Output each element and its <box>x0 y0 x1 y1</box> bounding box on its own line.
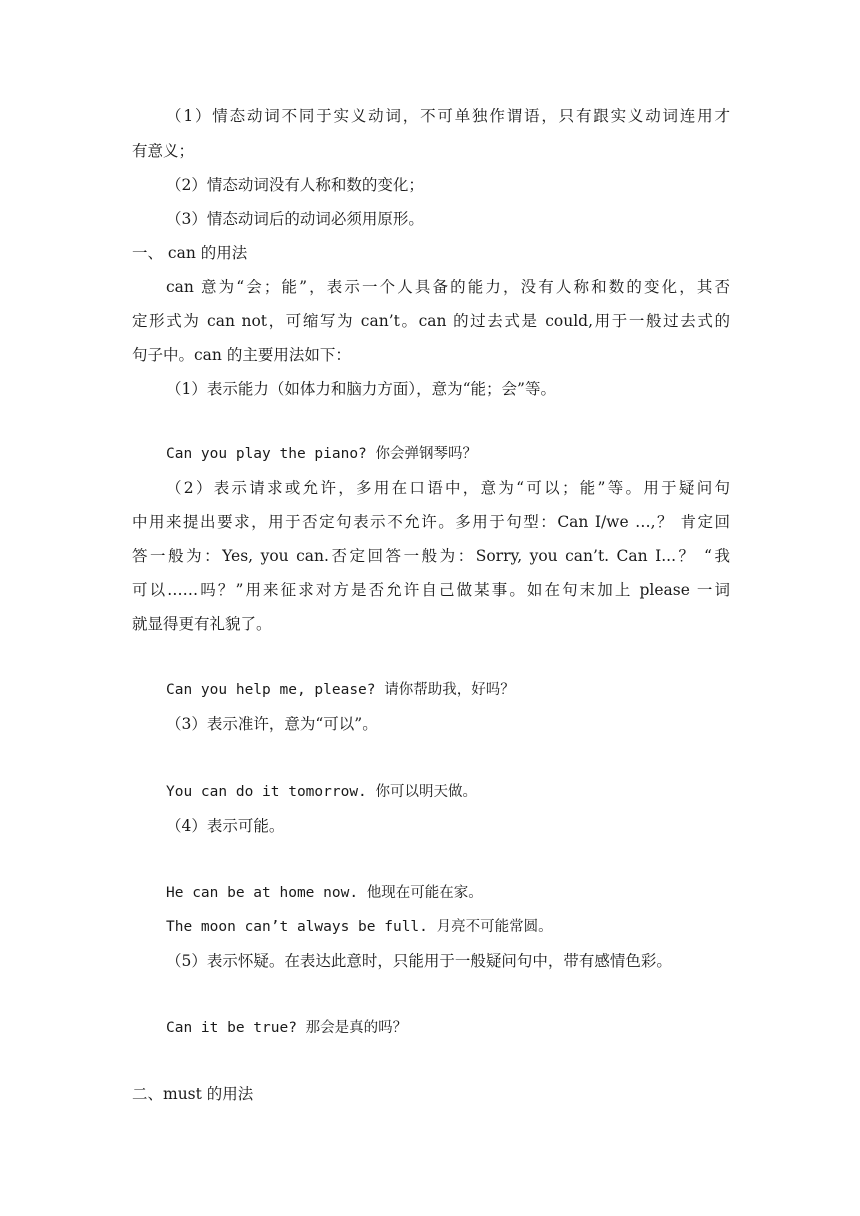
usage-1-example: Can you play the piano? 你会弹钢琴吗？ <box>166 446 478 462</box>
rule-1-line-1: （1）情态动词不同于实义动词，不可单独作谓语，只有跟实义动词连用才 <box>166 107 730 125</box>
usage-2-line-2: 中用来提出要求，用于否定句表示不允许。多用于句型：Can I/we …,？ 肯定回 <box>132 513 730 531</box>
usage-1-title: （1）表示能力（如体力和脑力方面），意为“能；会”等。 <box>166 380 556 398</box>
section-heading-can: 一、 can 的用法 <box>132 244 248 262</box>
usage-5-title: （5）表示怀疑。在表达此意时，只能用于一般疑问句中，带有感情色彩。 <box>166 952 672 970</box>
usage-5-example: Can it be true? 那会是真的吗？ <box>166 1020 408 1036</box>
usage-2-line-5: 就显得更有礼貌了。 <box>132 615 272 633</box>
usage-4-title: （4）表示可能。 <box>166 817 285 835</box>
can-intro-line-1: can 意为“会；能”，表示一个人具备的能力，没有人称和数的变化，其否 <box>166 278 730 296</box>
usage-2-line-3: 答一般为：Yes, you can.否定回答一般为：Sorry, you can’t. Can I...？ “我 <box>132 547 730 565</box>
rule-2: （2）情态动词没有人称和数的变化； <box>166 176 424 194</box>
can-intro-line-2: 定形式为 can not，可缩写为 can’t。can 的过去式是 could,用于一般过去式的 <box>132 312 730 330</box>
usage-2-line-1: （2）表示请求或允许，多用在口语中，意为“可以；能”等。用于疑问句 <box>166 479 730 497</box>
section-heading-must: 二、must 的用法 <box>132 1085 254 1103</box>
usage-4-example-1: He can be at home now. 他现在可能在家。 <box>166 885 483 901</box>
rule-3: （3）情态动词后的动词必须用原形。 <box>166 210 424 228</box>
usage-3-example: You can do it tomorrow. 你可以明天做。 <box>166 784 478 800</box>
usage-3-title: （3）表示准许，意为“可以”。 <box>166 715 378 733</box>
usage-2-example: Can you help me, please? 请你帮助我，好吗？ <box>166 682 515 698</box>
usage-4-example-2: The moon can’t always be full. 月亮不可能常圆。 <box>166 919 553 935</box>
can-intro-line-3: 句子中。can 的主要用法如下： <box>132 346 351 364</box>
usage-2-line-4: 可以……吗？”用来征求对方是否允许自己做某事。如在句末加上 please 一词 <box>132 581 730 599</box>
rule-1-line-2: 有意义； <box>132 142 195 160</box>
